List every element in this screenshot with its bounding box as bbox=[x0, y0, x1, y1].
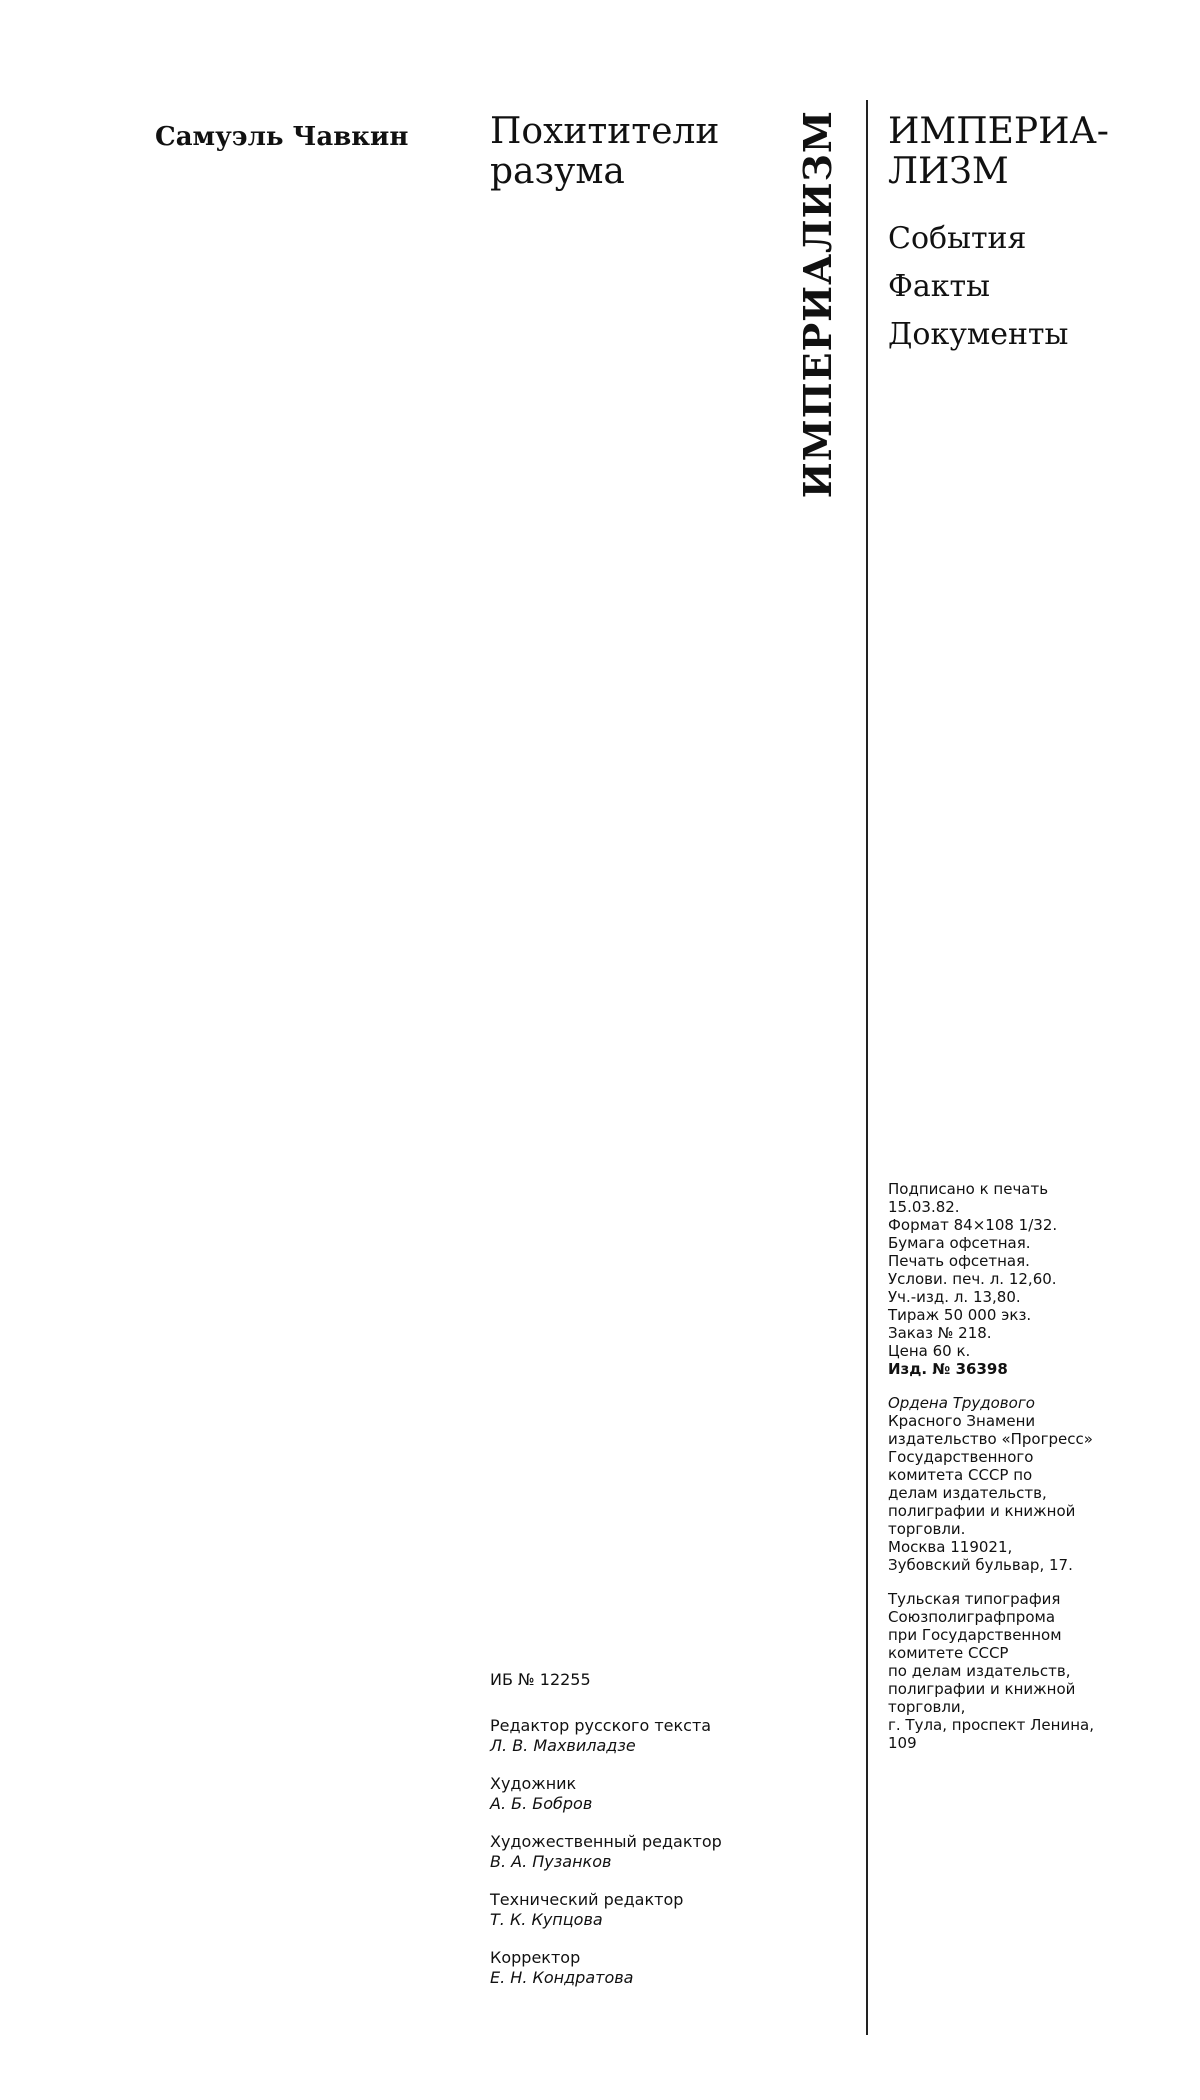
printer-info bbox=[888, 1590, 1193, 1752]
print-info-line: Заказ № 218. bbox=[888, 1324, 992, 1342]
publisher-order-line: Красного Знамени bbox=[888, 1412, 1036, 1430]
print-info-line: Цена 60 к. bbox=[888, 1342, 971, 1360]
printer-line: Союзполиграфпрома bbox=[888, 1608, 1056, 1626]
print-info-line: Тираж 50 000 экз. bbox=[888, 1306, 1032, 1324]
publisher-info bbox=[888, 1394, 1193, 1574]
publisher-line: делам издательств, bbox=[888, 1484, 1047, 1502]
series-title-line-2: ЛИЗМ bbox=[888, 151, 1009, 192]
print-info-line: 15.03.82. bbox=[888, 1198, 960, 1216]
credit-proofreader bbox=[490, 1948, 860, 1988]
publisher-line: издательство «Прогресс» bbox=[888, 1430, 1093, 1448]
book-title-line-2: разума bbox=[490, 151, 625, 192]
publisher-line: Государственного bbox=[888, 1448, 1034, 1466]
credits-block bbox=[490, 1670, 860, 2006]
publisher-line: Зубовский бульвар, 17. bbox=[888, 1556, 1073, 1574]
printer-line: 109 bbox=[888, 1734, 917, 1752]
book-title bbox=[490, 112, 790, 192]
printer-line: Тульская типография bbox=[888, 1590, 1061, 1608]
izd-number: Изд. № 36398 bbox=[888, 1360, 1008, 1378]
series-subtitle-facts: Факты bbox=[888, 269, 991, 304]
printer-line: по делам издательств, bbox=[888, 1662, 1071, 1680]
credit-name: В. А. Пузанков bbox=[490, 1852, 612, 1871]
publisher-order-line: Ордена Трудового bbox=[888, 1394, 1035, 1412]
print-info-line: Формат 84×108 1/32. bbox=[888, 1216, 1058, 1234]
printer-line: при Государственном bbox=[888, 1626, 1062, 1644]
series-title-line-1: ИМПЕРИА- bbox=[888, 111, 1109, 152]
printer-line: комитете СССР bbox=[888, 1644, 1009, 1662]
publisher-line: комитета СССР по bbox=[888, 1466, 1033, 1484]
publisher-line: торговли. bbox=[888, 1520, 966, 1538]
print-info-line: Уч.-изд. л. 13,80. bbox=[888, 1288, 1021, 1306]
credit-name: Т. К. Купцова bbox=[490, 1910, 603, 1929]
credit-art-editor bbox=[490, 1832, 860, 1872]
credit-role: Редактор русского текста bbox=[490, 1716, 712, 1735]
credit-artist bbox=[490, 1774, 860, 1814]
credit-role: Корректор bbox=[490, 1948, 581, 1967]
author-name: Самуэль Чавкин bbox=[155, 122, 409, 152]
credit-name: Л. В. Махвиладзе bbox=[490, 1736, 636, 1755]
series-subtitle-documents: Документы bbox=[888, 317, 1069, 352]
credit-tech-editor bbox=[490, 1890, 860, 1930]
series-subtitles bbox=[888, 215, 1068, 359]
publisher-line: полиграфии и книжной bbox=[888, 1502, 1076, 1520]
series-vertical-label: ИМПЕРИАЛИЗМ bbox=[795, 110, 840, 499]
credit-editor bbox=[490, 1716, 860, 1756]
series-subtitle-events: События bbox=[888, 221, 1027, 256]
print-info-line: Бумага офсетная. bbox=[888, 1234, 1031, 1252]
printer-line: торговли, bbox=[888, 1698, 966, 1716]
printer-line: г. Тула, проспект Ленина, bbox=[888, 1716, 1094, 1734]
ib-number: ИБ № 12255 bbox=[490, 1670, 591, 1689]
spine-divider bbox=[866, 100, 868, 2035]
publisher-line: Москва 119021, bbox=[888, 1538, 1013, 1556]
credit-role: Художественный редактор bbox=[490, 1832, 722, 1851]
print-info-line: Подписано к печать bbox=[888, 1180, 1049, 1198]
credit-name: Е. Н. Кондратова bbox=[490, 1968, 634, 1987]
credit-role: Технический редактор bbox=[490, 1890, 684, 1909]
credit-role: Художник bbox=[490, 1774, 577, 1793]
imprint-block bbox=[888, 1180, 1193, 1752]
book-title-line-1: Похитители bbox=[490, 111, 720, 152]
credit-name: А. Б. Бобров bbox=[490, 1794, 593, 1813]
printer-line: полиграфии и книжной bbox=[888, 1680, 1076, 1698]
series-title bbox=[888, 112, 1188, 192]
print-info-line: Услови. печ. л. 12,60. bbox=[888, 1270, 1057, 1288]
print-info-line: Печать офсетная. bbox=[888, 1252, 1030, 1270]
print-info bbox=[888, 1180, 1193, 1378]
